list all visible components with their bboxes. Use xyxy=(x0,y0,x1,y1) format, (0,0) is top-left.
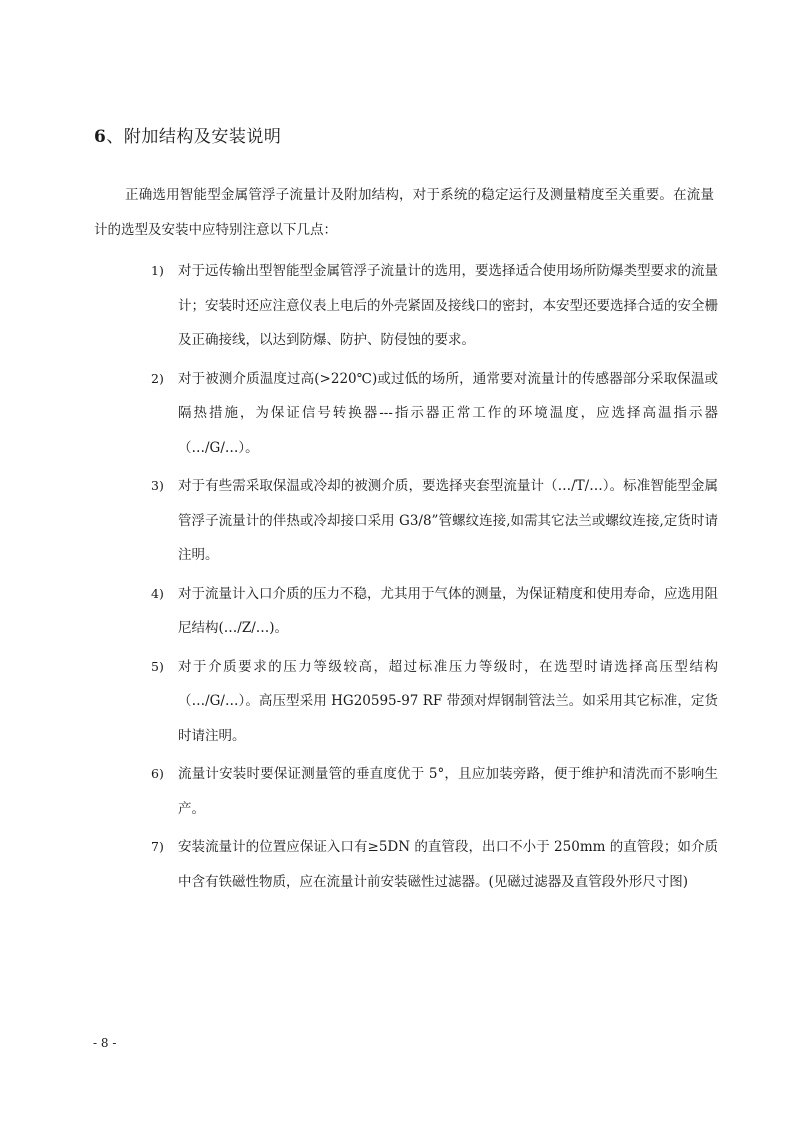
section-heading xyxy=(94,122,281,147)
list-item-text: 安装流量计的位置应保证入口有≥5DN 的直管段，出口不小于 250mm 的直管段；如介质中含有铁磁性物质，应在流量计前安装磁性过滤器。(见磁过滤器及直管段外形尺寸图) xyxy=(178,839,718,890)
list-item-marker: 5) xyxy=(151,658,164,674)
page-number: - 8 - xyxy=(93,1036,117,1050)
list-item-marker: 3) xyxy=(151,478,164,493)
list-item xyxy=(0,650,794,754)
list-item xyxy=(0,757,794,826)
intro-paragraph: 正确选用智能型金属管浮子流量计及附加结构，对于系统的稳定运行及测量精度至关重要。在流量计的选型及安装中应特别注意以下几点： xyxy=(94,187,714,238)
list-item-text: 对于远传输出型智能型金属管浮子流量计的选用，要选择适合使用场所防爆类型要求的流量计；安装时还应注意仪表上电后的外壳紧固及接线口的密封，本安型还要选择合适的安全栅及正确接线，以达到防爆、防护、防侵蚀的要求。 xyxy=(178,263,718,348)
list-item xyxy=(0,830,794,899)
list-item-marker: 7) xyxy=(151,839,164,854)
list-item-text: 流量计安装时要保证测量管的垂直度优于 5°，且应加装旁路，便于维护和清洗而不影响生产。 xyxy=(178,766,718,817)
section-number: 6 xyxy=(94,127,107,147)
list-item-marker: 4) xyxy=(151,585,164,601)
list-item-text: 对于流量计入口介质的压力不稳，尤其用于气体的测量，为保证精度和使用寿命，应选用阻尼结构(…/Z/…)。 xyxy=(178,585,718,636)
list-item-marker: 1) xyxy=(151,263,164,278)
section-title: 附加结构及安装说明 xyxy=(123,127,282,147)
list-item-text: 对于有些需采取保温或冷却的被测介质，要选择夹套型流量计（…/T/…）。标准智能型金属管浮子流量计的伴热或冷却接口采用 G3/8”管螺纹连接,如需其它法兰或螺纹连接,定货时请注明。 xyxy=(178,478,718,563)
list-item xyxy=(0,469,794,573)
list-item-marker: 2) xyxy=(151,370,164,386)
list-item xyxy=(0,254,794,358)
list-item-text: 对于被测介质温度过高(>220℃)或过低的场所，通常要对流量计的传感器部分采取保温或隔热措施，为保证信号转换器---指示器正常工作的环境温度，应选择高温指示器（…/G/…）。 xyxy=(178,370,718,456)
section-separator: 、 xyxy=(106,127,124,147)
list-item-marker: 6) xyxy=(151,766,164,781)
list-item-text: 对于介质要求的压力等级较高，超过标准压力等级时，在选型时请选择高压型结构（…/G/…）。高压型采用 HG20595-97 RF 带颈对焊钢制管法兰。如采用其它标准，定货时请注明。 xyxy=(178,658,718,744)
notes-list xyxy=(0,254,794,903)
list-item xyxy=(0,362,794,466)
list-item xyxy=(0,577,794,646)
